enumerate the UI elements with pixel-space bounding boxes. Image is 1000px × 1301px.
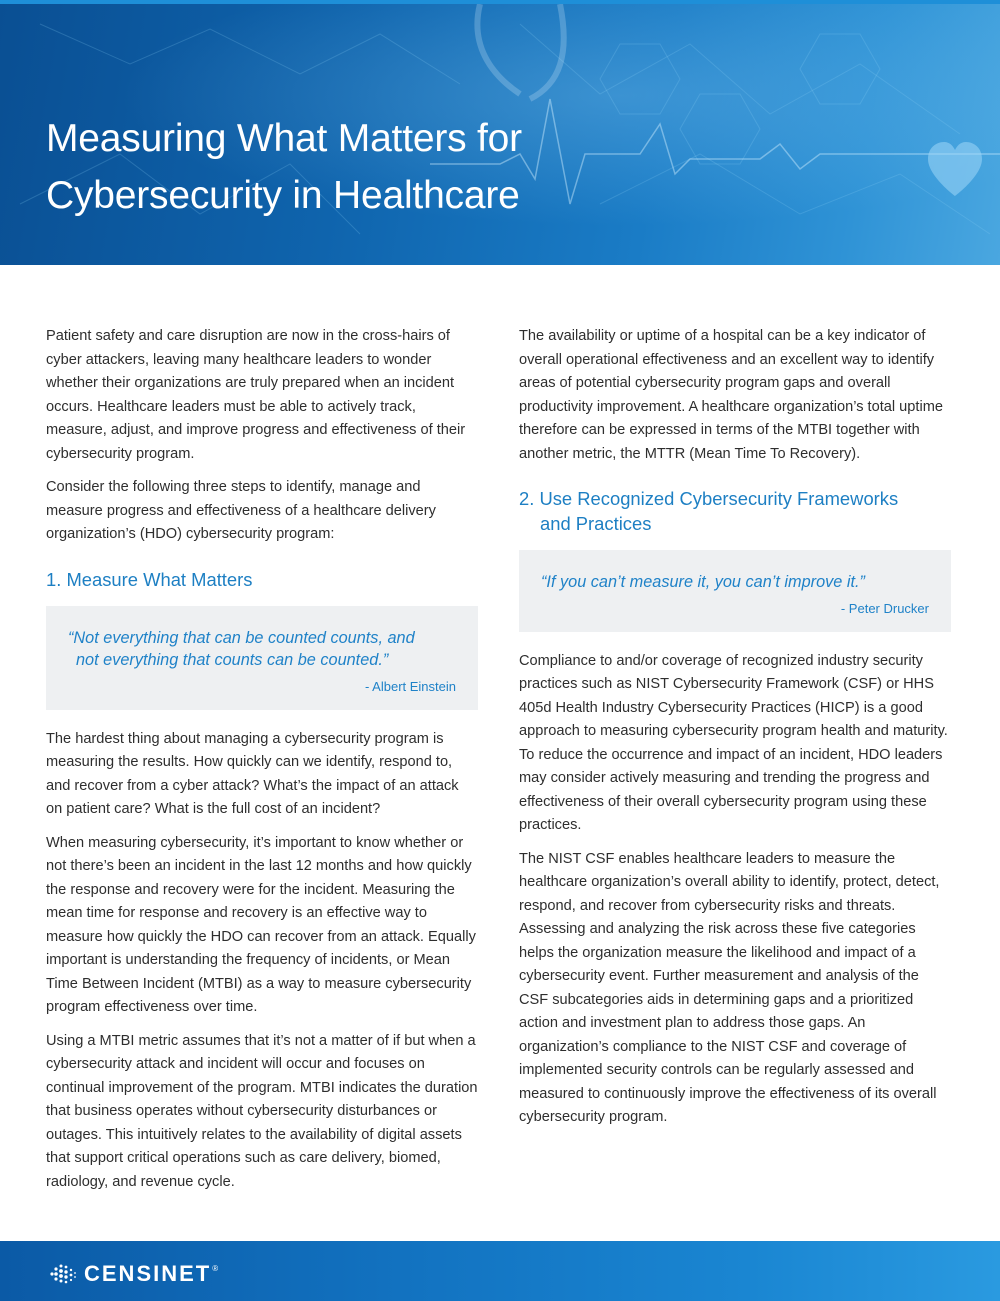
quote-text-drucker: “If you can’t measure it, you can’t improve it.” <box>541 573 865 591</box>
page-title <box>46 110 522 224</box>
quote-text-einstein <box>68 627 456 672</box>
quote-line-1: “Not everything that can be counted counts, and <box>68 628 415 647</box>
logo-wordmark: CENSINET <box>84 1261 212 1286</box>
body-paragraph-4: When measuring cybersecurity, it’s important to know whether or not there’s been an incident in the last 12 months and how quickly the response and recovery were for the incident. Measuring the mean time for response and recovery is an effective way to measure how quickly the HDO can recover from an attack. Equally important is understanding the frequency of incidents, or Mean Time Between Incident (MTBI) as a way to measure cybersecurity program effectiveness over time. <box>46 834 476 1015</box>
left-column <box>46 325 478 1204</box>
quote-line-2: not everything that counts can be counted.” <box>76 651 389 669</box>
censinet-logo <box>48 1261 218 1287</box>
intro-paragraph-2: Consider the following three steps to identify, manage and measure progress and effectiveness of a healthcare delivery organization’s (HDO) cybersecurity program: <box>46 479 436 542</box>
page-title-line-1: Measuring What Matters for <box>46 117 522 160</box>
right-paragraph-2: Compliance to and/or coverage of recognized industry security practices such as NIST Cybersecurity Framework (CSF) or HHS 405d Health Industry Cybersecurity Practices (HICP) is a good approach to measuring cybersecurity program health and maturity. To reduce the occurrence and impact of an incident, HDO leaders may consider actively measuring and trending the progress and effectiveness of their overall cybersecurity program using these practices. <box>519 652 948 833</box>
body-paragraph-5: Using a MTBI metric assumes that it’s not a matter of if but when a cybersecurity attack and incident will occur and focuses on continual improvement of the program. MTBI indicates the duration that business operates without cybersecurity disturbances or outages. This intuitively relates to the availability of digital assets that support critical operations such as care delivery, biomed, radiology, and revenue cycle. <box>46 1032 478 1190</box>
quote-author-einstein: - Albert Einstein <box>364 678 456 694</box>
right-paragraph-1: The availability or uptime of a hospital can be a key indicator of overall operational effectiveness and an excellent way to identify areas of potential cybersecurity program gaps and overall productivity improvement. A healthcare organization’s total uptime therefore can be expressed in terms of the MTBI together with another metric, the MTTR (Mean Time To Recovery). <box>519 328 943 462</box>
section-2-heading-line-1: 2. Use Recognized Cybersecurity Frameworks <box>519 488 899 509</box>
quote-box-einstein <box>46 606 478 710</box>
globe-dots-icon <box>48 1263 78 1285</box>
quote-box-drucker <box>519 550 951 632</box>
section-2-heading-line-2: and Practices <box>540 513 652 534</box>
intro-paragraph-1: Patient safety and care disruption are now in the cross-hairs of cyber attackers, leaving many healthcare leaders to wonder whether their organizations are truly prepared when an incident occurs. Healthcare leaders must be able to actively track, measure, adjust, and improve progress and effectiveness of their cybersecurity program. <box>46 328 466 462</box>
body-paragraph-3: The hardest thing about managing a cybersecurity program is measuring the results. How quickly can we identify, respond to, and recover from a cyber attack? What’s the impact of an attack on patient care? What is the full cost of an incident? <box>46 730 459 817</box>
right-column <box>519 325 951 1140</box>
quote-author-drucker: - Peter Drucker <box>840 600 929 616</box>
hero-banner <box>0 4 1000 265</box>
section-2-heading <box>519 486 951 536</box>
registered-mark: ® <box>212 1264 219 1273</box>
footer-bar <box>0 1241 1000 1301</box>
right-paragraph-3: The NIST CSF enables healthcare leaders to measure the healthcare organization’s overall ability to identify, protect, detect, respond, and recover from cybersecurity risks and threats. Assessing and analyzing the risk across these five categories helps the organization measure the likelihood and impact of a cybersecurity event. Further measurement and analysis of the CSF subcategories aids in determining gaps and a prioritized action and investment plan to address those gaps. An organization’s compliance to the NIST CSF and coverage of implemented security controls can be regularly assessed and measured to continuously improve the effectiveness of its overall cybersecurity program. <box>519 850 940 1125</box>
section-1-heading: 1. Measure What Matters <box>46 568 253 590</box>
page-title-line-2: Cybersecurity in Healthcare <box>46 174 520 217</box>
